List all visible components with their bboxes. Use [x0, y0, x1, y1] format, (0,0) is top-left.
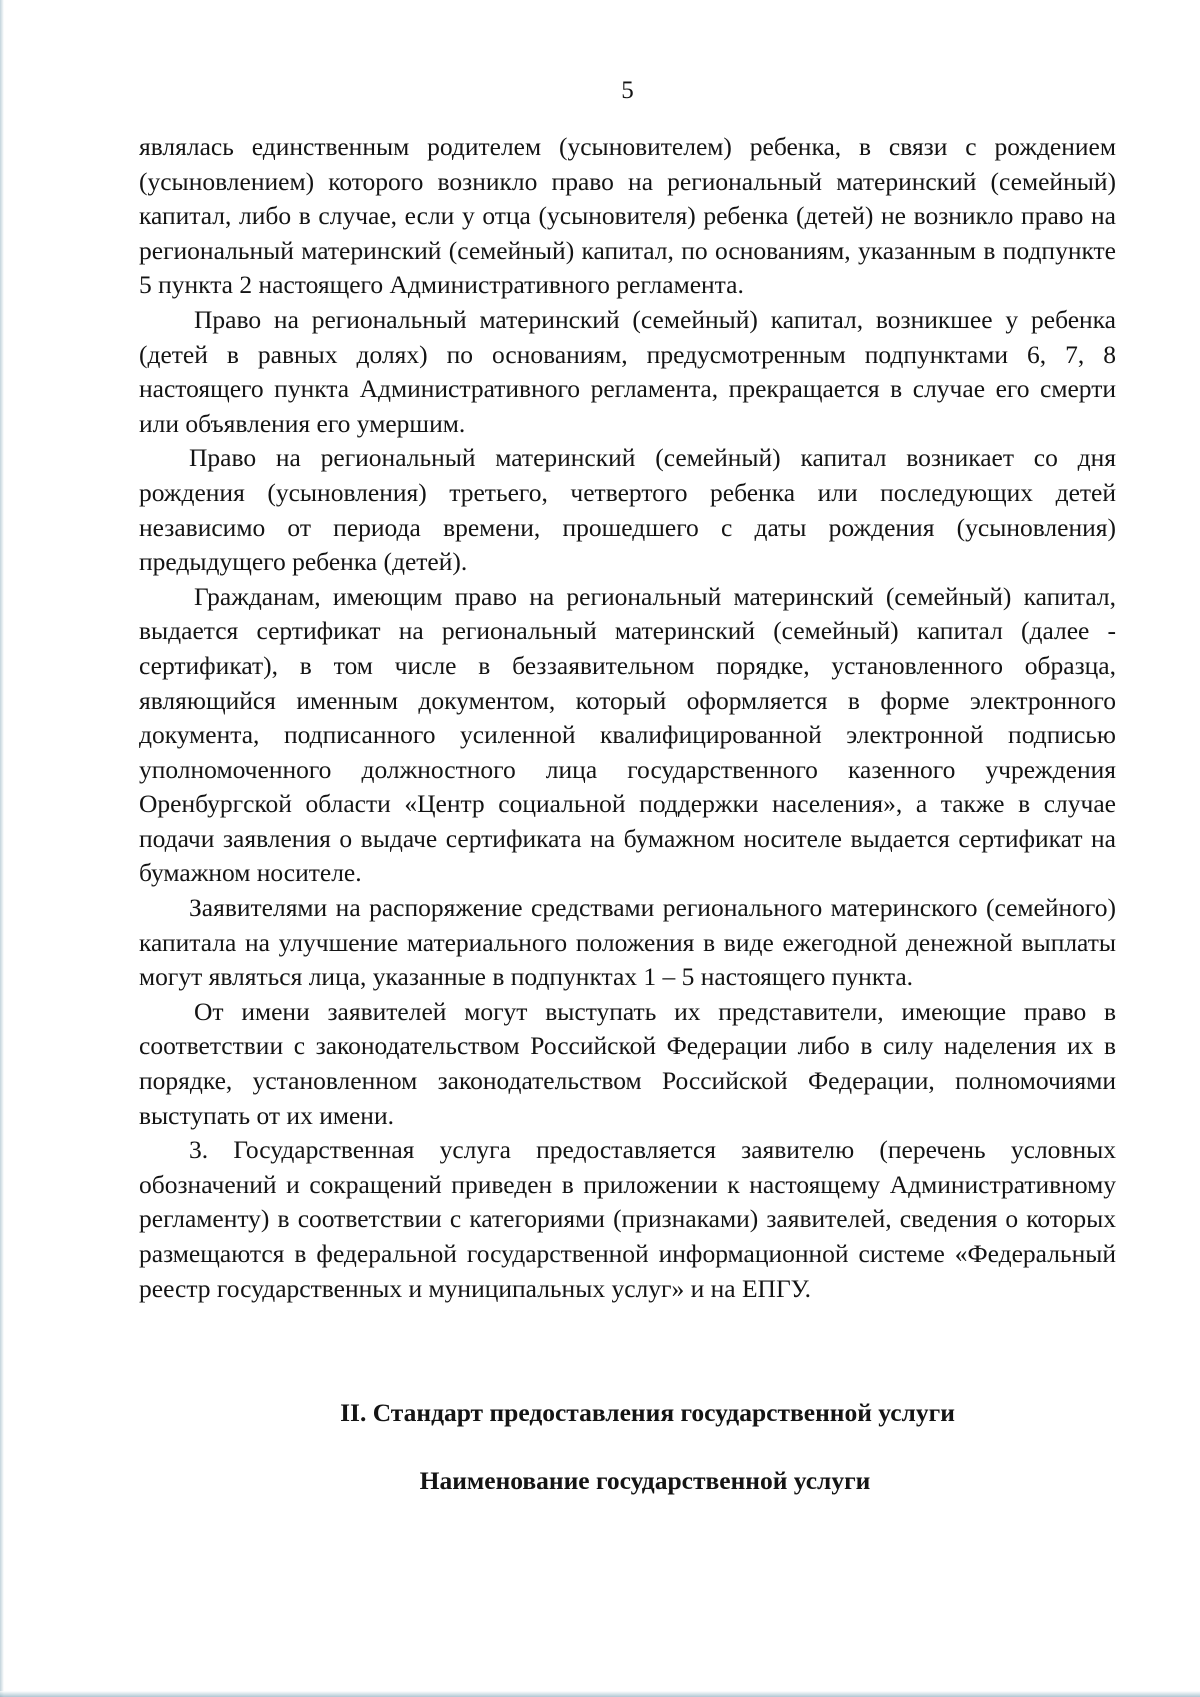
section-heading: II. Стандарт предоставления государственной услуги	[340, 1398, 955, 1427]
subsection-heading: Наименование государственной услуги	[419, 1466, 871, 1495]
paragraph-item-3: 3. Государственная услуга предоставляется заявителю (перечень условных обозначений и сокращений приведен в приложении к настоящему Административному регламенту) в соответствии с категориями (признаками) заявителей, сведения о которых размещаются в федеральной государственной информационной системе «Федеральный реестр государственных и муниципальных услуг» и на ЕПГУ.	[139, 1135, 1116, 1303]
scan-edge-bottom	[0, 1691, 1200, 1697]
body-text	[139, 130, 1116, 1306]
paragraph-child-right-termination: Право на региональный материнский (семейный) капитал, возникшее у ребенка (детей в равных долях) по основаниям, предусмотренным подпунктами 6, 7, 8 настоящего пункта Административного регламента, прекращается в случае его смерти или объявления его умершим.	[139, 304, 1116, 438]
paragraph-right-origin: Право на региональный материнский (семейный) капитал возникает со дня рождения (усыновления) третьего, четвертого ребенка или последующих детей независимо от периода времени, прошедшего с даты рождения (усыновления) предыдущего ребенка (детей).	[139, 443, 1116, 577]
paragraph-representatives: От имени заявителей могут выступать их представители, имеющие право в соответствии с законодательством Российской Федерации либо в силу наделения их в порядке, установленном законодательством Российской Федерации, полномочиями выступать от их имени.	[139, 996, 1116, 1130]
paragraph-applicants-disposal: Заявителями на распоряжение средствами регионального материнского (семейного) капитала на улучшение материального положения в виде ежегодной денежной выплаты могут являться лица, указанные в подпунктах 1 – 5 настоящего пункта.	[139, 893, 1116, 992]
scan-edge-left	[0, 0, 4, 1697]
paragraph-continuation: являлась единственным родителем (усыновителем) ребенка, в связи с рождением (усыновлением) которого возникло право на региональный материнский (семейный) капитал, либо в случае, если у отца (усыновителя) ребенка (детей) не возникло право на региональный материнский (семейный) капитал, по основаниям, указанным в подпункте 5 пункта 2 настоящего Административного регламента.	[139, 132, 1116, 300]
paragraph-certificate: Гражданам, имеющим право на региональный материнский (семейный) капитал, выдается сертификат на региональный материнский (семейный) капитал (далее - сертификат), в том числе в беззаявительном порядке, установленного образца, являющийся именным документом, который оформляется в форме электронного документа, подписанного усиленной квалифицированной электронной подписью уполномоченного должностного лица государственного казенного учреждения Оренбургской области «Центр социальной поддержки населения», а также в случае подачи заявления о выдаче сертификата на бумажном носителе выдается сертификат на бумажном носителе.	[139, 581, 1116, 888]
page-number: 5	[621, 77, 634, 104]
